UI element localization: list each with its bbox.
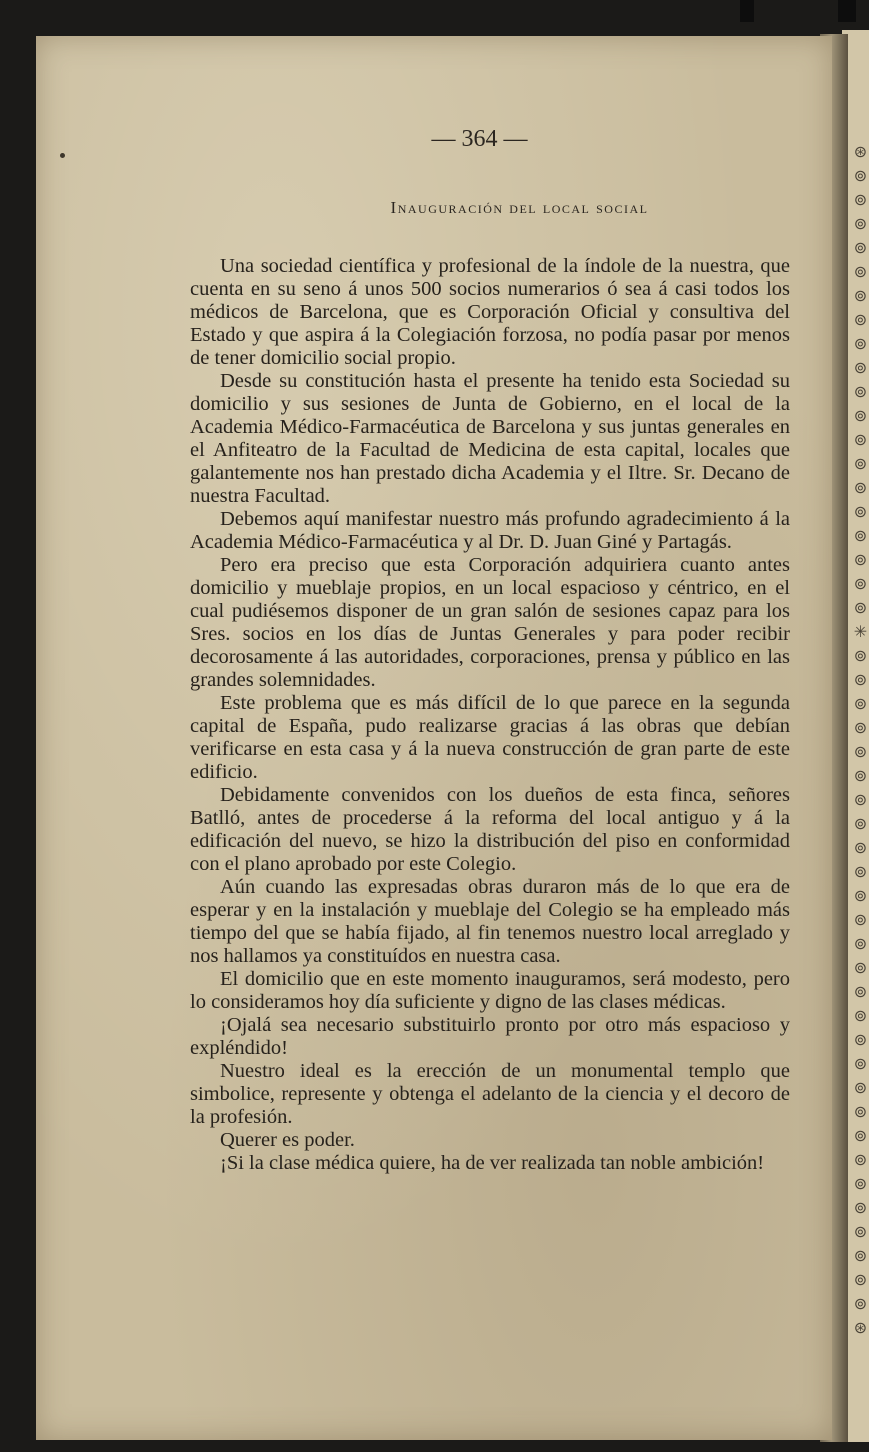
paragraph: Desde su constitución hasta el presente ha tenido esta Sociedad su domicilio y sus sesiones de Junta de Gobierno, en el local de la Academia Médico-Farmacéutica de Barcelona y sus juntas generales en el Anfiteatro de la Facultad de Medicina de esta capital, locales que galantemente nos han prestado dicha Academia y el Iltre. Sr. Decano de nuestra Facultad. bbox=[190, 370, 790, 507]
paragraph: ¡Si la clase médica quiere, ha de ver realizada tan noble ambición! bbox=[220, 1152, 765, 1174]
page-number: — 364 — bbox=[431, 126, 528, 152]
paragraph: Nuestro ideal es la erección de un monumental templo que simbolice, represente y obtenga el adelanto de la ciencia y el decoro de la profesión. bbox=[190, 1060, 790, 1128]
paragraph: Querer es poder. bbox=[220, 1129, 355, 1151]
paragraph: Debidamente convenidos con los dueños de esta finca, señores Batlló, antes de procederse á la reforma del local antiguo y á la edificación del nuevo, se hizo la distribución del piso en conformidad con el plano aprobado por este Colegio. bbox=[190, 784, 790, 875]
paragraph: Pero era preciso que esta Corporación adquiriera cuanto antes domicilio y mueblaje propios, en un local espacioso y céntrico, en el cual pudiésemos disponer de un gran salón de sesiones capaz para los Sres. socios en los días de Juntas Generales y para poder recibir decorosamente á las autoridades, corporaciones, prensa y público en las grandes solemnidades. bbox=[190, 554, 790, 691]
ink-dot bbox=[60, 153, 65, 158]
paragraph: ¡Ojalá sea necesario substituirlo pronto por otro más espacioso y expléndido! bbox=[190, 1014, 790, 1059]
scan-shadow-top-right bbox=[838, 0, 856, 22]
paragraph: Este problema que es más difícil de lo que parece en la segunda capital de España, pudo realizarse gracias á las obras que debían verificarse en esta casa y á la nueva construcción de gran parte de este edificio. bbox=[190, 692, 790, 783]
paragraph: Debemos aquí manifestar nuestro más profundo agradecimiento á la Academia Médico-Farmacéutica y al Dr. D. Juan Giné y Partagás. bbox=[190, 508, 790, 553]
section-heading: Inauguración del local social bbox=[390, 198, 649, 217]
paragraph: Aún cuando las expresadas obras duraron más de lo que era de esperar y en la instalación y mueblaje del Colegio se ha empleado más tiempo del que se había fijado, al fin tenemos nuestro local arreglado y nos hallamos ya constituídos en nuestra casa. bbox=[190, 876, 790, 967]
body-text bbox=[190, 255, 790, 1175]
scan-shadow-top bbox=[740, 0, 754, 22]
paragraph: El domicilio que en este momento inauguramos, será modesto, pero lo consideramos hoy día suficiente y digno de las clases médicas. bbox=[190, 968, 790, 1013]
paragraph: Una sociedad científica y profesional de la índole de la nuestra, que cuenta en su seno á unos 500 socios numerarios ó sea á casi todos los médicos de Barcelona, que es Corporación Oficial y consultiva del Estado y que aspira á la Colegiación forzosa, no podía pasar por menos de tener domicilio social propio. bbox=[190, 255, 790, 369]
decorative-border: ⊛ ⊚ ⊚ ⊚ ⊚ ⊚ ⊚ ⊚ ⊚ ⊚ ⊚ ⊚ ⊚ ⊚ ⊚ ⊚ ⊚ ⊚ ⊚ ⊚ ✳ ⊚ ⊚ ⊚ ⊚ ⊚ ⊚ ⊚ ⊚ ⊚ ⊚ ⊚ ⊚ ⊚ ⊚ ⊚ ⊚ ⊚ ⊚ ⊚ ⊚ ⊚ ⊚ ⊚ ⊚ ⊚ ⊚ ⊚ ⊚ ⊛ bbox=[853, 142, 868, 1337]
